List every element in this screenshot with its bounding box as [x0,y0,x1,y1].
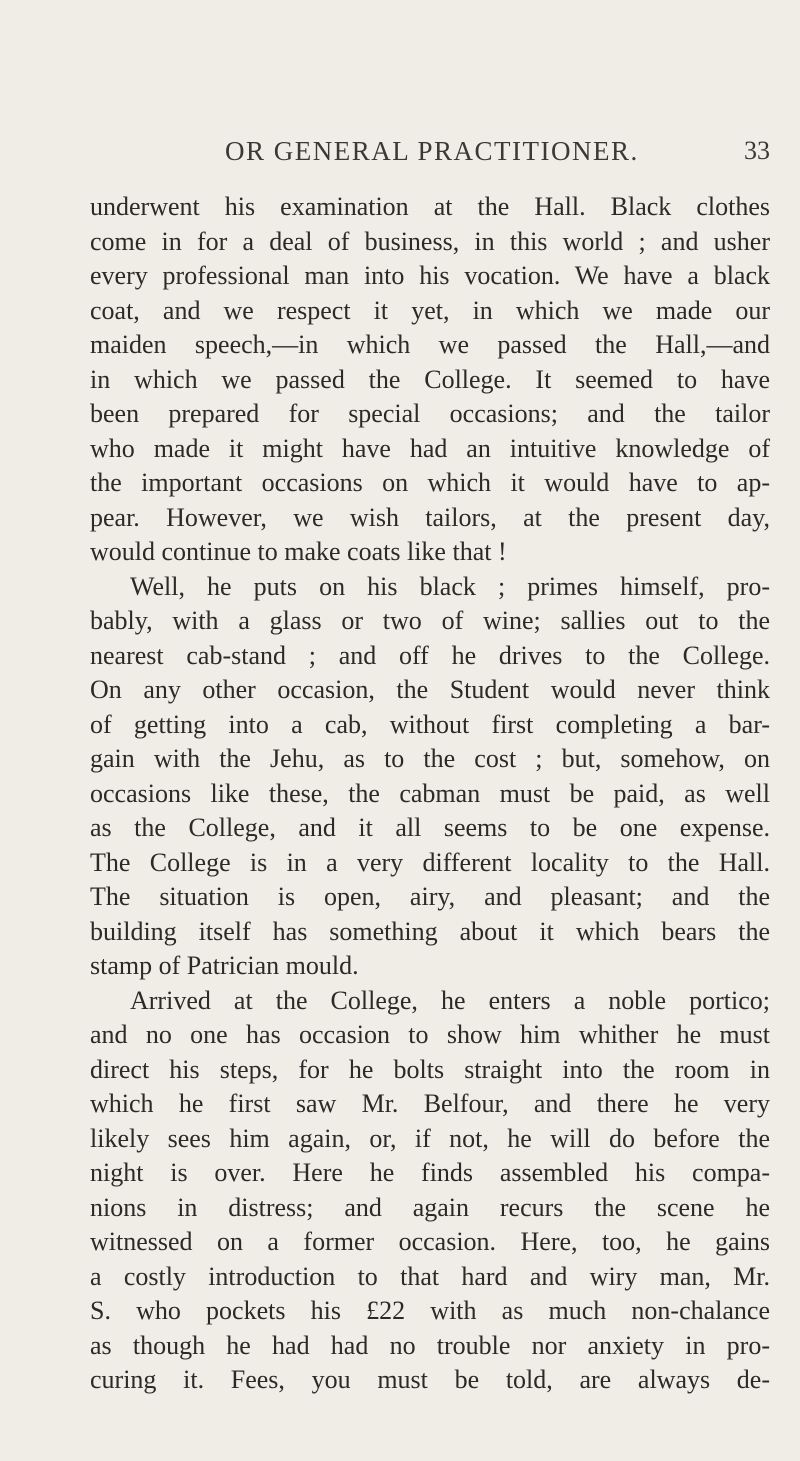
text-line: stamp of Patrician mould. [90,951,359,980]
text-line: as though he had had no trouble nor anxiety in pro- [90,1330,770,1360]
text-line: and no one has occasion to show him whither he must [90,1020,770,1049]
text-line: every professional man into his vocation. We have a black [90,261,770,290]
text-line: been prepared for special occasions; and the tailor [90,399,770,428]
text-line: curing it. Fees, you must be told, are always de- [90,1365,770,1394]
text-line: occasions like these, the cabman must be paid, as well [90,778,770,808]
text-line: nearest cab-stand ; and off he drives to the College. [90,640,770,670]
page-number: 33 [744,136,770,165]
text-line: the important occasions on which it would have to ap- [90,468,770,497]
text-line: On any other occasion, the Student would never think [90,675,770,704]
running-title: OR GENERAL PRACTITIONER. [225,136,639,166]
text-line: likely sees him again, or, if not, he will do before the [90,1123,770,1153]
text-line: Well, he puts on his black ; primes himself, pro- [130,571,770,601]
text-line: maiden speech,—in which we passed the Hall,—and [90,330,770,359]
text-line: direct his steps, for he bolts straight into the room in [90,1054,770,1084]
text-line: The situation is open, airy, and pleasant; and the [90,882,770,911]
text-line: which he first saw Mr. Belfour, and there he very [90,1089,770,1118]
text-line: S. who pockets his £22 with as much non-chalance [90,1296,770,1325]
text-line: who made it might have had an intuitive knowledge of [90,433,770,463]
text-line: a costly introduction to that hard and wiry man, Mr. [90,1261,770,1291]
text-line: coat, and we respect it yet, in which we made our [90,295,770,325]
text-line: Arrived at the College, he enters a noble portico; [130,985,770,1015]
text-line: pear. However, we wish tailors, at the present day, [90,502,770,532]
text-line: as the College, and it all seems to be one expense. [90,813,770,842]
body-text [90,190,770,1398]
text-line: nions in distress; and again recurs the scene he [90,1192,770,1222]
text-line: would continue to make coats like that ! [90,537,507,566]
text-line: in which we passed the College. It seemed to have [90,364,770,394]
text-line: underwent his examination at the Hall. Black clothes [90,192,770,221]
text-line: witnessed on a former occasion. Here, too, he gains [90,1227,770,1256]
text-line: of getting into a cab, without first completing a bar- [90,709,770,739]
running-head [225,136,770,172]
text-line: bably, with a glass or two of wine; sallies out to the [90,606,770,635]
text-line: The College is in a very different locality to the Hall. [90,847,770,877]
text-line: come in for a deal of business, in this world ; and usher [90,226,770,256]
text-line: night is over. Here he finds assembled his compa- [90,1158,770,1187]
text-line: building itself has something about it which bears the [90,916,770,946]
text-line: gain with the Jehu, as to the cost ; but, somehow, on [90,744,770,773]
